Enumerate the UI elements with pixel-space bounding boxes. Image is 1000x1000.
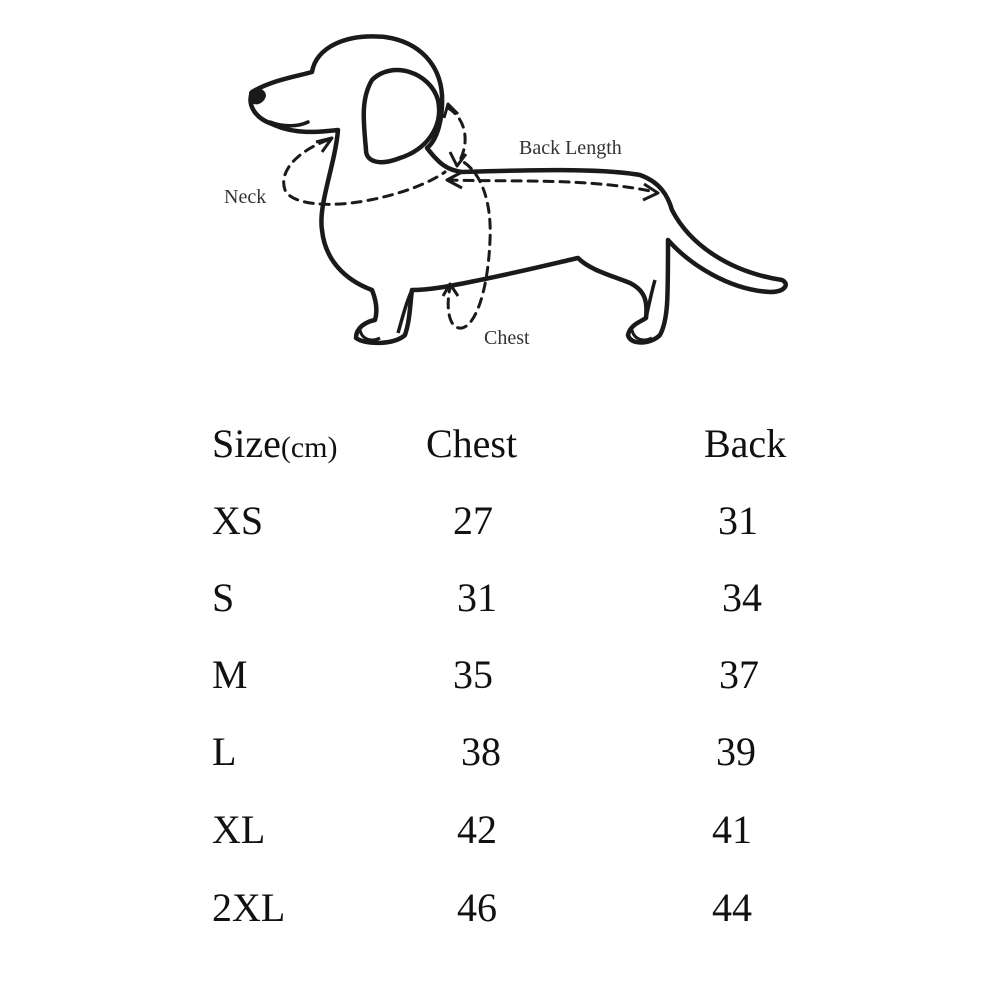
- size-unit-text: (cm): [280, 431, 338, 464]
- size-cell: S: [212, 575, 235, 620]
- chest-cell: 35: [453, 652, 493, 697]
- chest-cell: 46: [457, 885, 497, 930]
- chest-cell: 42: [457, 807, 497, 852]
- back-cell: 31: [718, 498, 758, 543]
- back-cell: 41: [712, 807, 752, 852]
- size-header-text: Size: [212, 421, 281, 466]
- chest-cell: 38: [461, 729, 501, 774]
- back-length-label: Back Length: [519, 137, 622, 159]
- back-cell: 44: [712, 885, 752, 930]
- size-cell: XL: [212, 807, 266, 852]
- back-cell: 37: [719, 652, 759, 697]
- chest-label: Chest: [484, 327, 530, 349]
- chest-cell: 27: [453, 498, 493, 543]
- chest-column-header: Chest: [426, 421, 518, 466]
- back-cell: 39: [716, 729, 756, 774]
- size-cell: M: [212, 652, 248, 697]
- back-cell: 34: [722, 575, 762, 620]
- size-column-header: [212, 421, 338, 466]
- back-column-header: Back: [704, 421, 787, 466]
- size-cell: XS: [212, 498, 264, 543]
- size-cell: L: [212, 729, 237, 774]
- size-cell: 2XL: [212, 885, 286, 930]
- neck-label: Neck: [224, 186, 267, 208]
- chest-cell: 31: [457, 575, 497, 620]
